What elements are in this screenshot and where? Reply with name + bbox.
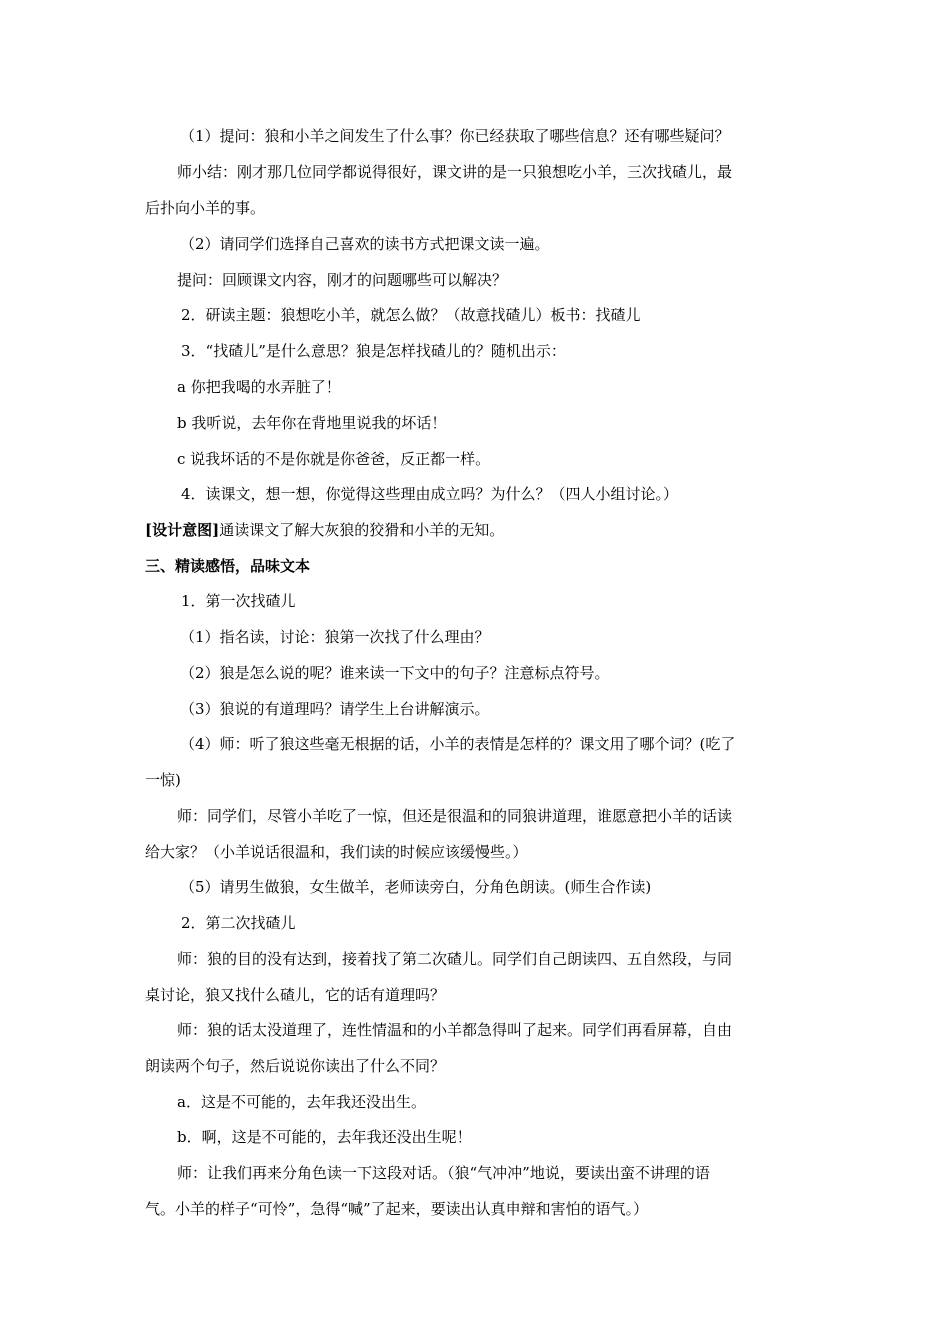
text-line: 师：让我们再来分角色读一下这段对话。（狼“气冲冲”地说，要读出蛮不讲理的语 <box>177 1164 710 1182</box>
text-line: 气。小羊的样子“可怜”，急得“喊”了起来，要读出认真申辩和害怕的语气。） <box>145 1200 649 1218</box>
text-line: 桌讨论，狼又找什么碴儿，它的话有道理吗？ <box>145 986 446 1004</box>
text-line: 一惊) <box>145 771 181 789</box>
section-heading: 三、精读感悟，品味文本 <box>145 557 311 575</box>
text-line: （1）提问：狼和小羊之间发生了什么事？你已经获取了哪些信息？还有哪些疑问？ <box>180 127 730 145</box>
text-line: c 说我坏话的不是你就是你爸爸，反正都一样。 <box>177 450 491 468</box>
text-line: a．这是不可能的，去年我还没出生。 <box>177 1093 426 1111</box>
text-line: 1．第一次找碴儿 <box>181 592 296 610</box>
text-line: a 你把我喝的水弄脏了！ <box>177 378 341 396</box>
text-line: 师：狼的目的没有达到，接着找了第二次碴儿。同学们自己朗读四、五自然段，与同 <box>177 950 733 968</box>
text-line: （4）师：听了狼这些毫无根据的话，小羊的表情是怎样的？课文用了哪个词？(吃了 <box>180 735 736 753</box>
design-intent-line <box>145 520 504 540</box>
text-line: 提问：回顾课文内容，刚才的问题哪些可以解决？ <box>177 271 508 289</box>
text-line: 给大家？（小羊说话很温和，我们读的时候应该缓慢些。） <box>145 843 528 861</box>
text-line: （1）指名读，讨论：狼第一次找了什么理由？ <box>180 628 490 646</box>
text-line: 师：狼的话太没道理了，连性情温和的小羊都急得叫了起来。同学们再看屏幕，自由 <box>177 1021 733 1039</box>
text-line: （5）请男生做狼，女生做羊，老师读旁白，分角色朗读。(师生合作读) <box>180 878 652 896</box>
design-intent-label: [设计意图] <box>145 521 220 539</box>
text-line: 3．“找碴儿”是什么意思？狼是怎样找碴儿的？随机出示： <box>181 342 566 360</box>
design-intent-text: 通读课文了解大灰狼的狡猾和小羊的无知。 <box>219 521 505 539</box>
text-line: b 我听说，去年你在背地里说我的坏话！ <box>177 414 447 432</box>
text-line: 朗读两个句子，然后说说你读出了什么不同？ <box>145 1057 446 1075</box>
text-line: （3）狼说的有道理吗？请学生上台讲解演示。 <box>180 700 490 718</box>
text-line: 2．第二次找碴儿 <box>181 914 296 932</box>
text-line: 2．研读主题：狼想吃小羊，就怎么做？（故意找碴儿）板书：找碴儿 <box>181 306 641 324</box>
text-line: 4．读课文，想一想，你觉得这些理由成立吗？为什么？（四人小组讨论。） <box>181 485 679 503</box>
text-line: （2）请同学们选择自己喜欢的读书方式把课文读一遍。 <box>180 235 550 253</box>
text-line: （2）狼是怎么说的呢？谁来读一下文中的句子？注意标点符号。 <box>180 664 610 682</box>
text-line: b．啊，这是不可能的，去年我还没出生呢！ <box>177 1128 472 1146</box>
text-line: 师：同学们，尽管小羊吃了一惊，但还是很温和的同狼讲道理，谁愿意把小羊的话读 <box>177 807 733 825</box>
text-line: 师小结：刚才那几位同学都说得很好，课文讲的是一只狼想吃小羊，三次找碴儿，最 <box>177 163 733 181</box>
text-line: 后扑向小羊的事。 <box>145 199 266 217</box>
